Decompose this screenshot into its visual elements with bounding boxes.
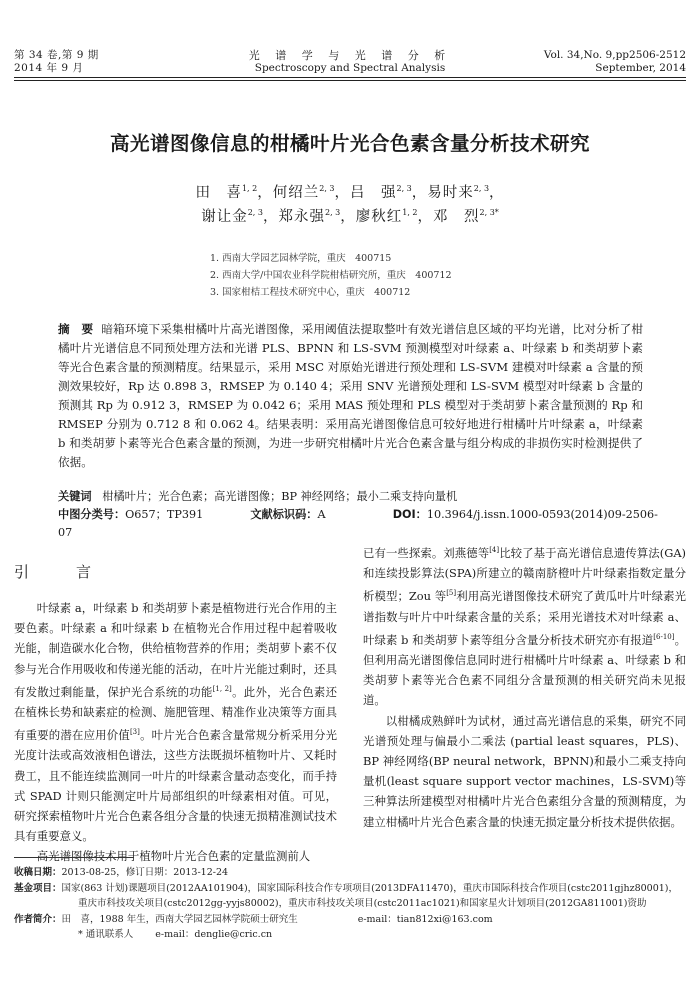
affiliation: 3. 国家柑桔工程技术研究中心，重庆 400712 bbox=[210, 287, 411, 298]
header-rule-thin bbox=[14, 80, 686, 81]
footnotes bbox=[14, 865, 686, 943]
section-heading-introduction: 引 言 bbox=[14, 563, 108, 581]
abstract bbox=[58, 320, 643, 472]
doi-value: 10.3964/j.issn.1000-0593(2014)09-2506-07 bbox=[58, 508, 658, 539]
author: 邓 烈$^{2, 3*}$ bbox=[433, 208, 499, 225]
abstract-text: 暗箱环境下采集柑橘叶片高光谱图像，采用阈值法提取整叶有效光谱信息区域的平均光谱，比对分析了柑橘叶片光谱信息不同预处理方法和光谱 PLS、BPNN 和 LS-SVM 预测模型对叶绿素 a、叶绿素 b 和类胡萝卜素等光合色素含量的预测精度。结果显示，采用 MSC 对原始光谱进行预处理和 LS-SVM 建模对叶绿素 a 含量的预测效果较好，Rp 达 0.898 3，RMSEP 为 0.140 4；采用 SNV 光谱预处理和 LS-SVM 模型对叶绿素 b 含量的预测其 Rp 为 0.912 3，RMSEP 为 0.042 6；采用 MAS 预处理和 PLS 模型对于类胡萝卜素含量预测的 Rp 和 RMSEP 分别为 0.712 8 和 0.062 4。结果表明：采用高光谱图像信息可较好地进行柑橘叶片叶绿素 a，叶绿素 b 和类胡萝卜素等光合色素含量的预测，为进一步研究柑橘叶片光合色素含量与组分构成的非损伤实时检测提供了依据。 bbox=[58, 322, 643, 469]
doc-code-value: A bbox=[317, 508, 326, 521]
paragraph: 以柑橘成熟鲜叶为试材，通过高光谱信息的采集，研究不同光谱预处理与偏最小二乘法 (partial least squares，PLS)、BP 神经网络(BP neural network，BPNN)和最小二乘支持向量机(least square support vector machines，LS-SVM)等三种算法所建模型对柑橘叶片光合色素组分含量的预测精度，为建立柑橘叶片光合色素含量的快速无损定量分析技术提供依据。 bbox=[363, 713, 686, 829]
paragraph: 已有一些探索。刘燕德等[4]比较了基于高光谱信息遗传算法(GA)和连续投影算法(SPA)所建立的赣南脐橙叶片叶绿素指数定量分析模型；Zou 等[5]利用高光谱图像技术研究了黄瓜叶片叶绿素光谱指数与叶片中叶绿素含量的关系；采用光谱技术对叶绿素 a、叶绿素 b 和类胡萝卜素等组分含量分析技术研究亦有报道[6-10]。但利用高光谱图像信息同时进行柑橘叶片叶绿素 a、叶绿素 b 和类胡萝卜素等光合色素不同组分含量预测的相关研究尚未见报道。 bbox=[363, 546, 686, 708]
affiliation: 2. 西南大学/中国农业科学院柑桔研究所，重庆 400712 bbox=[210, 270, 452, 281]
journal-name-en: Spectroscopy and Spectral Analysis bbox=[254, 62, 446, 74]
author: 郑永强$^{2, 3}$ bbox=[278, 208, 341, 225]
right-column bbox=[363, 540, 686, 832]
paragraph: 叶绿素 a，叶绿素 b 和类胡萝卜素是植物进行光合作用的主要色素。叶绿素 a 和叶绿素 b 在植物光合作用过程中起着吸收光能，制造碳水化合物，供给植物营养的作用；类胡萝卜素不仅参与光合作用吸收和传递光能的活动，在叶片光能过剩时，还具有发散过剩能量，保护光合系统的功能[1, 2]。此外，光合色素还在植株长势和缺素症的检测、施肥管理、精准作业决策等方面具有重要的潜在应用价值[3]。叶片光合色素含量常规分析采用分光光度计法或高效液相色谱法，这些方法既损坏植物叶片、又耗时费工，且不能连续监测同一叶片的叶绿素含量动态变化，而手持式 SPAD 计则只能测定叶片局部组织的叶绿素相对值。可见，研究探索植物叶片光合色素各组分含量的快速无损精准测试技术具有重要意义。 bbox=[14, 601, 337, 844]
authors-line-2: 谢让金$^{2, 3}$，郑永强$^{2, 3}$，廖秋红$^{1, 2}$，邓 烈$^{2, 3*}$ bbox=[201, 208, 499, 225]
author: 田 喜$^{1, 2}$ bbox=[195, 184, 258, 201]
journal-name-cn: 光 谱 学 与 光 谱 分 析 bbox=[248, 49, 452, 62]
header-rule-thick bbox=[14, 77, 686, 78]
volume-issue-en: Vol. 34,No. 9,pp2506-2512 bbox=[543, 49, 686, 61]
clc-value: O657；TP391 bbox=[125, 508, 204, 521]
keywords-label: 关键词 bbox=[58, 490, 92, 503]
author: 何绍兰$^{2, 3}$ bbox=[272, 184, 335, 201]
keywords bbox=[58, 488, 658, 506]
corresponding-email: e-mail：denglie@cric.cn bbox=[155, 929, 273, 940]
paper-title: 高光谱图像信息的柑橘叶片光合色素含量分析技术研究 bbox=[109, 132, 590, 155]
affiliations bbox=[210, 250, 452, 301]
author: 谢让金$^{2, 3}$ bbox=[201, 208, 263, 225]
abstract-label: 摘 要 bbox=[58, 322, 94, 336]
doi-label: DOI： bbox=[392, 508, 427, 521]
running-header-right bbox=[544, 49, 686, 75]
date-cn: 2014 年 9 月 bbox=[14, 62, 84, 74]
paragraph: 高光谱图像技术用于植物叶片光合色素的定量监测前人 bbox=[36, 849, 311, 864]
footnote-rule bbox=[14, 857, 134, 858]
classification-line bbox=[58, 506, 658, 542]
author: 易时来$^{2, 3}$ bbox=[427, 184, 490, 201]
author-email: e-mail：tian812xi@163.com bbox=[357, 913, 493, 925]
volume-issue-cn: 第 34 卷,第 9 期 bbox=[14, 49, 99, 61]
fund-info: 基金项目：国家(863 计划)课题项目(2012AA101904)，国家国际科技合作专项项目(2013DFA11470)，重庆市国际科技合作项目(cstc2011gjhz80001)，重庆市科技攻关项目(cstc2012gg-yyjs80002)，重庆市科技攻关项目(cstc2011ac1021)和国家星火计划项目(2012GA811001)资助 bbox=[14, 882, 679, 909]
keywords-text: 柑橘叶片；光合色素；高光谱图像；BP 神经网络；最小二乘支持向量机 bbox=[102, 490, 458, 503]
authors-line-1: 田 喜$^{1, 2}$，何绍兰$^{2, 3}$，吕 强$^{2, 3}$，易时来$^{2, 3}$， bbox=[195, 184, 505, 201]
clc-label: 中图分类号： bbox=[58, 508, 126, 521]
doc-code-label: 文献标识码： bbox=[250, 508, 318, 521]
corresponding-author: * 通讯联系人 e-mail：denglie@cric.cn bbox=[78, 929, 273, 940]
left-column bbox=[14, 598, 337, 867]
date-en: September, 2014 bbox=[595, 62, 686, 74]
received-date: 收稿日期：2013-08-25，修订日期：2013-12-24 bbox=[14, 867, 229, 878]
author: 廖秋红$^{1, 2}$ bbox=[355, 208, 418, 225]
affiliation: 1. 西南大学园艺园林学院，重庆 400715 bbox=[210, 253, 392, 264]
author: 吕 强$^{2, 3}$ bbox=[350, 184, 412, 201]
author-bio: 作者简介：田 喜，1988 年生，西南大学园艺园林学院硕士研究生 e-mail：tian812xi@163.com bbox=[14, 913, 493, 925]
